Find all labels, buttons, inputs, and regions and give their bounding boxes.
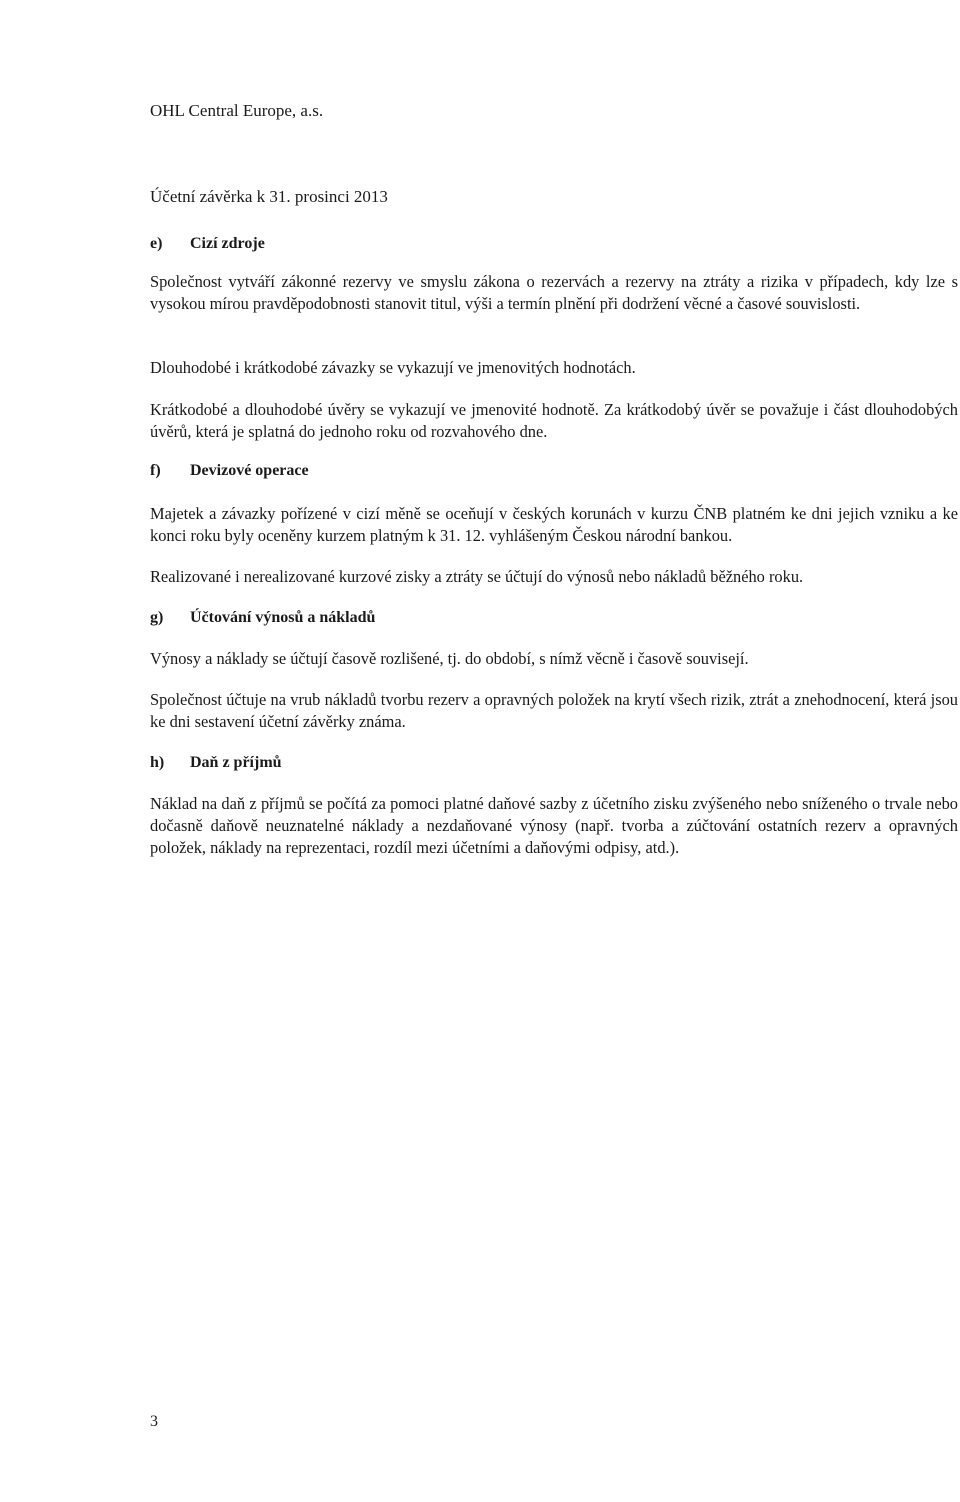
section-title: Devizové operace: [190, 462, 309, 479]
paragraph-foreign-currency: Majetek a závazky pořízené v cizí měně se oceňují v českých korunách v kurzu ČNB platném ke dni jejich vzniku a ke konci roku byly oceněny kurzem platným k 31. 12. vyhlášeným Českou národní bankou.: [150, 504, 958, 545]
paragraph-liabilities: Dlouhodobé i krátkodobé závazky se vykazují ve jmenovitých hodnotách.: [150, 358, 636, 377]
section-title: Cizí zdroje: [190, 235, 265, 252]
paragraph-reserves: Společnost vytváří zákonné rezervy ve smyslu zákona o rezervách a rezervy na ztráty a rizika v případech, kdy lze s vysokou mírou pravděpodobnosti stanovit titul, výši a termín plnění při dodržení věcné a časové souvislosti.: [150, 272, 958, 313]
section-letter: g): [150, 609, 164, 626]
section-title: Daň z příjmů: [190, 754, 282, 771]
section-letter: h): [150, 754, 165, 771]
section-heading-h: [150, 752, 282, 774]
section-letter: e): [150, 235, 163, 252]
document-title: Účetní závěrka k 31. prosinci 2013: [150, 187, 388, 206]
company-name: OHL Central Europe, a.s.: [150, 101, 324, 120]
section-heading-g: [150, 607, 375, 629]
paragraph-provisions: Společnost účtuje na vrub nákladů tvorbu rezerv a opravných položek na krytí všech rizik, ztrát a znehodnocení, která jsou ke dni sestavení účetní závěrky známa.: [150, 690, 958, 731]
section-heading-e: [150, 233, 265, 255]
paragraph-loans: Krátkodobé a dlouhodobé úvěry se vykazují ve jmenovité hodnotě. Za krátkodobý úvěr se považuje i část dlouhodobých úvěrů, která je splatná do jednoho roku od rozvahového dne.: [150, 400, 958, 441]
section-heading-f: [150, 460, 309, 482]
section-letter: f): [150, 462, 161, 479]
paragraph-income-tax: Náklad na daň z příjmů se počítá za pomoci platné daňové sazby z účetního zisku zvýšeného nebo sníženého o trvale nebo dočasně daňově neuznatelné náklady a nezdaňované výnosy (např. tvorba a zúčtování ostatních rezerv a opravných položek, náklady na reprezentaci, rozdíl mezi účetními a daňovými odpisy, atd.).: [150, 794, 958, 857]
paragraph-revenues-costs: Výnosy a náklady se účtují časově rozlišené, tj. do období, s nímž věcně i časově souvisejí.: [150, 649, 749, 668]
paragraph-exchange-gains: Realizované i nerealizované kurzové zisky a ztráty se účtují do výnosů nebo nákladů běžného roku.: [150, 567, 804, 586]
section-title: Účtování výnosů a nákladů: [190, 609, 376, 626]
page-number: 3: [150, 1413, 158, 1430]
